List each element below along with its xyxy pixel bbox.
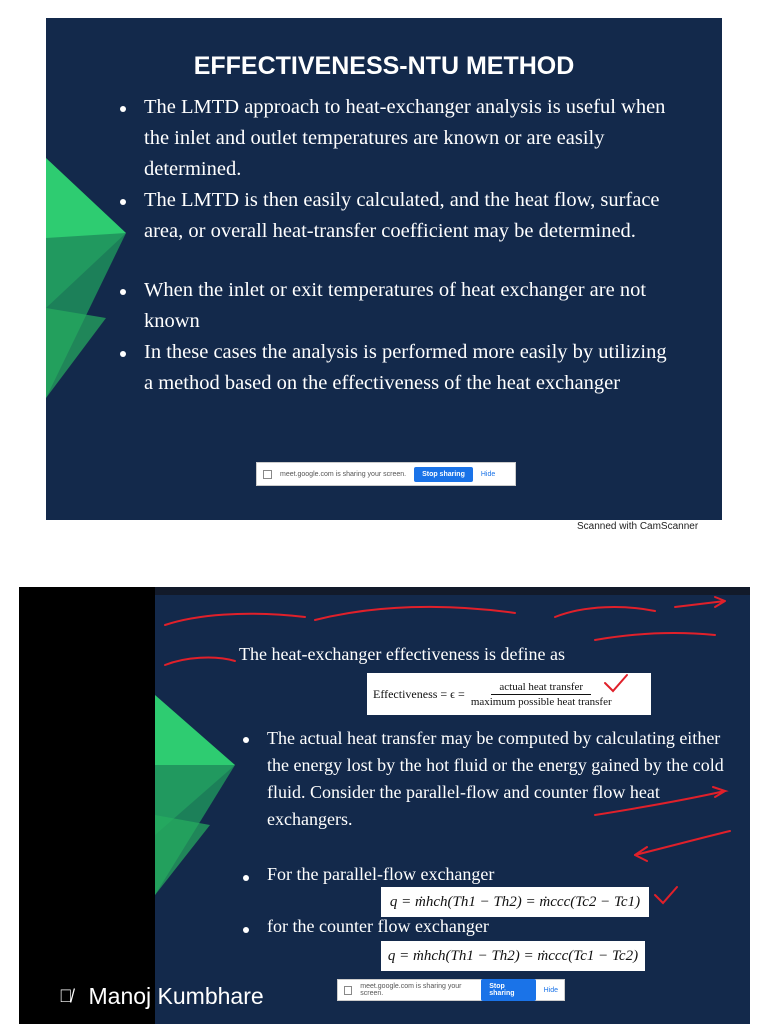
counter-flow-formula: q = ṁhch(Th1 − Th2) = ṁccc(Tc1 − Tc2) — [381, 941, 645, 971]
hide-button[interactable]: Hide — [543, 986, 559, 994]
stop-sharing-button[interactable]: Stop sharing — [481, 979, 535, 1001]
share-icon — [344, 986, 352, 995]
presenter-tag — [59, 983, 264, 1010]
share-status-text: meet.google.com is sharing your screen. — [360, 983, 462, 997]
formula-fraction — [471, 681, 612, 708]
bullet-list — [116, 92, 676, 399]
list-item: For the parallel-flow exchanger — [239, 863, 739, 885]
effectiveness-definition: The heat-exchanger effectiveness is define as — [239, 644, 566, 664]
parallel-flow-formula: q = ṁhch(Th1 − Th2) = ṁccc(Tc2 − Tc1) — [381, 887, 649, 917]
formula-denominator: maximum possible heat transfer — [470, 695, 612, 708]
black-panel — [19, 587, 155, 1024]
hide-button[interactable]: Hide — [480, 470, 496, 478]
slide-2 — [155, 595, 750, 1024]
presenter-name: Manoj Kumbhare — [88, 983, 264, 1009]
formula-lhs: Effectiveness = ϵ = — [373, 686, 465, 701]
list-item: In these cases the analysis is performed more easily by utilizing a method based on the effectiveness of the heat exchanger — [116, 337, 676, 399]
formula-numerator: actual heat transfer — [491, 681, 591, 695]
bullet-list — [239, 725, 739, 833]
slide-title: EFFECTIVENESS-NTU METHOD — [193, 52, 575, 80]
stop-sharing-button[interactable]: Stop sharing — [414, 467, 473, 482]
list-item: When the inlet or exit temperatures of heat exchanger are not known — [116, 275, 676, 337]
slide-1 — [46, 18, 722, 520]
list-item: The actual heat transfer may be computed by calculating either the energy lost by the hot fluid or the energy gained by the cold fluid. Consider the parallel-flow and counter flow heat exchangers. — [239, 725, 739, 833]
screen-share-bar — [337, 979, 565, 1001]
list-item: The LMTD is then easily calculated, and the heat flow, surface area, or overall heat-transfer coefficient may be determined. — [116, 185, 676, 247]
list-item: for the counter flow exchanger — [239, 915, 739, 937]
effectiveness-formula — [367, 673, 651, 715]
meeting-frame — [19, 587, 750, 1024]
share-icon — [263, 470, 272, 479]
bullet-list — [239, 863, 739, 885]
mic-off-icon: 🎙̸ — [59, 986, 73, 1006]
bullet-list — [239, 915, 739, 937]
list-item: The LMTD approach to heat-exchanger analysis is useful when the inlet and outlet temperatures are known or are easily determined. — [116, 92, 676, 185]
screen-share-bar — [256, 462, 516, 486]
share-status-text: meet.google.com is sharing your screen. — [280, 470, 407, 478]
scanner-watermark: Scanned with CamScanner — [577, 521, 699, 532]
